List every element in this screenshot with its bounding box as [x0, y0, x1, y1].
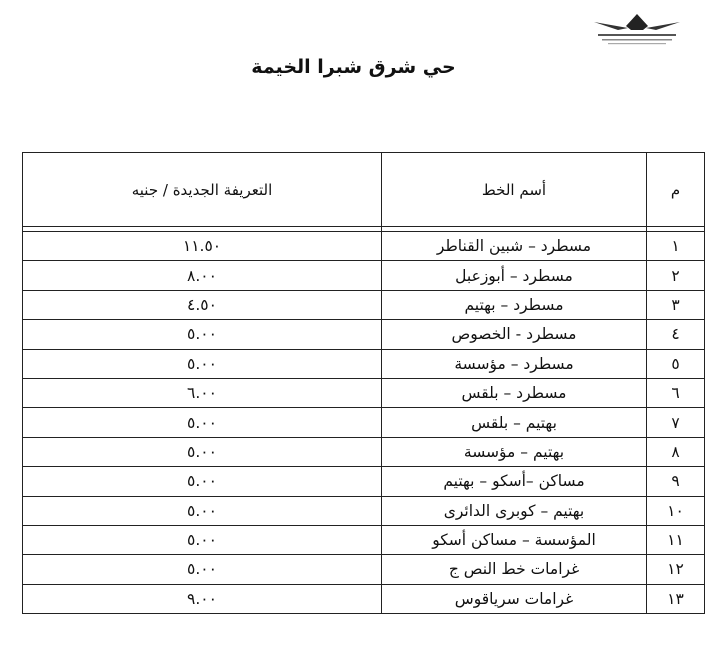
row-fare: ١١.٥٠ — [23, 232, 382, 261]
row-line-name: بهتيم – بلقس — [382, 408, 647, 437]
table-row — [23, 261, 705, 290]
row-fare: ٥.٠٠ — [23, 555, 382, 584]
row-line-name: مساكن –أسكو – بهتيم — [382, 467, 647, 496]
row-num: ١٣ — [647, 584, 705, 613]
row-num: ٥ — [647, 349, 705, 378]
row-line-name: مسطرد - الخصوص — [382, 320, 647, 349]
table-row — [23, 232, 705, 261]
table-row — [23, 496, 705, 525]
row-line-name: مسطرد – مؤسسة — [382, 349, 647, 378]
row-line-name: مسطرد – شبين القناطر — [382, 232, 647, 261]
table-row — [23, 320, 705, 349]
row-line-name: غرامات خط النص ج — [382, 555, 647, 584]
row-num: ٩ — [647, 467, 705, 496]
table-row — [23, 467, 705, 496]
row-num: ١٠ — [647, 496, 705, 525]
row-line-name: بهتيم – مؤسسة — [382, 437, 647, 466]
page-title: حي شرق شبرا الخيمة — [251, 56, 456, 78]
header-line-name: أسم الخط — [382, 153, 647, 227]
row-num: ١١ — [647, 525, 705, 554]
logo — [588, 8, 686, 48]
row-num: ٣ — [647, 290, 705, 319]
row-num: ١ — [647, 232, 705, 261]
row-line-name: مسطرد – بلقس — [382, 378, 647, 407]
row-fare: ٥.٠٠ — [23, 349, 382, 378]
row-fare: ٦.٠٠ — [23, 378, 382, 407]
row-fare: ٨.٠٠ — [23, 261, 382, 290]
header-new-fare: التعريفة الجديدة / جنيه — [23, 153, 382, 227]
row-num: ٦ — [647, 378, 705, 407]
table-row — [23, 525, 705, 554]
table-row — [23, 349, 705, 378]
header-num: م — [647, 153, 705, 227]
tariff-table — [22, 152, 705, 614]
row-num: ١٢ — [647, 555, 705, 584]
table-header-row — [23, 153, 705, 227]
table-row — [23, 290, 705, 319]
table-row — [23, 408, 705, 437]
table-row — [23, 437, 705, 466]
row-fare: ٥.٠٠ — [23, 437, 382, 466]
row-fare: ٩.٠٠ — [23, 584, 382, 613]
table-row — [23, 584, 705, 613]
row-line-name: مسطرد – بهتيم — [382, 290, 647, 319]
row-line-name: غرامات سرياقوس — [382, 584, 647, 613]
row-line-name: مسطرد – أبوزعبل — [382, 261, 647, 290]
row-num: ٧ — [647, 408, 705, 437]
row-fare: ٤.٥٠ — [23, 290, 382, 319]
row-line-name: المؤسسة – مساكن أسكو — [382, 525, 647, 554]
table-row — [23, 555, 705, 584]
row-fare: ٥.٠٠ — [23, 467, 382, 496]
row-line-name: بهتيم – كوبرى الدائرى — [382, 496, 647, 525]
row-num: ٨ — [647, 437, 705, 466]
row-num: ٢ — [647, 261, 705, 290]
row-num: ٤ — [647, 320, 705, 349]
row-fare: ٥.٠٠ — [23, 408, 382, 437]
row-fare: ٥.٠٠ — [23, 496, 382, 525]
row-fare: ٥.٠٠ — [23, 525, 382, 554]
table-row — [23, 378, 705, 407]
row-fare: ٥.٠٠ — [23, 320, 382, 349]
